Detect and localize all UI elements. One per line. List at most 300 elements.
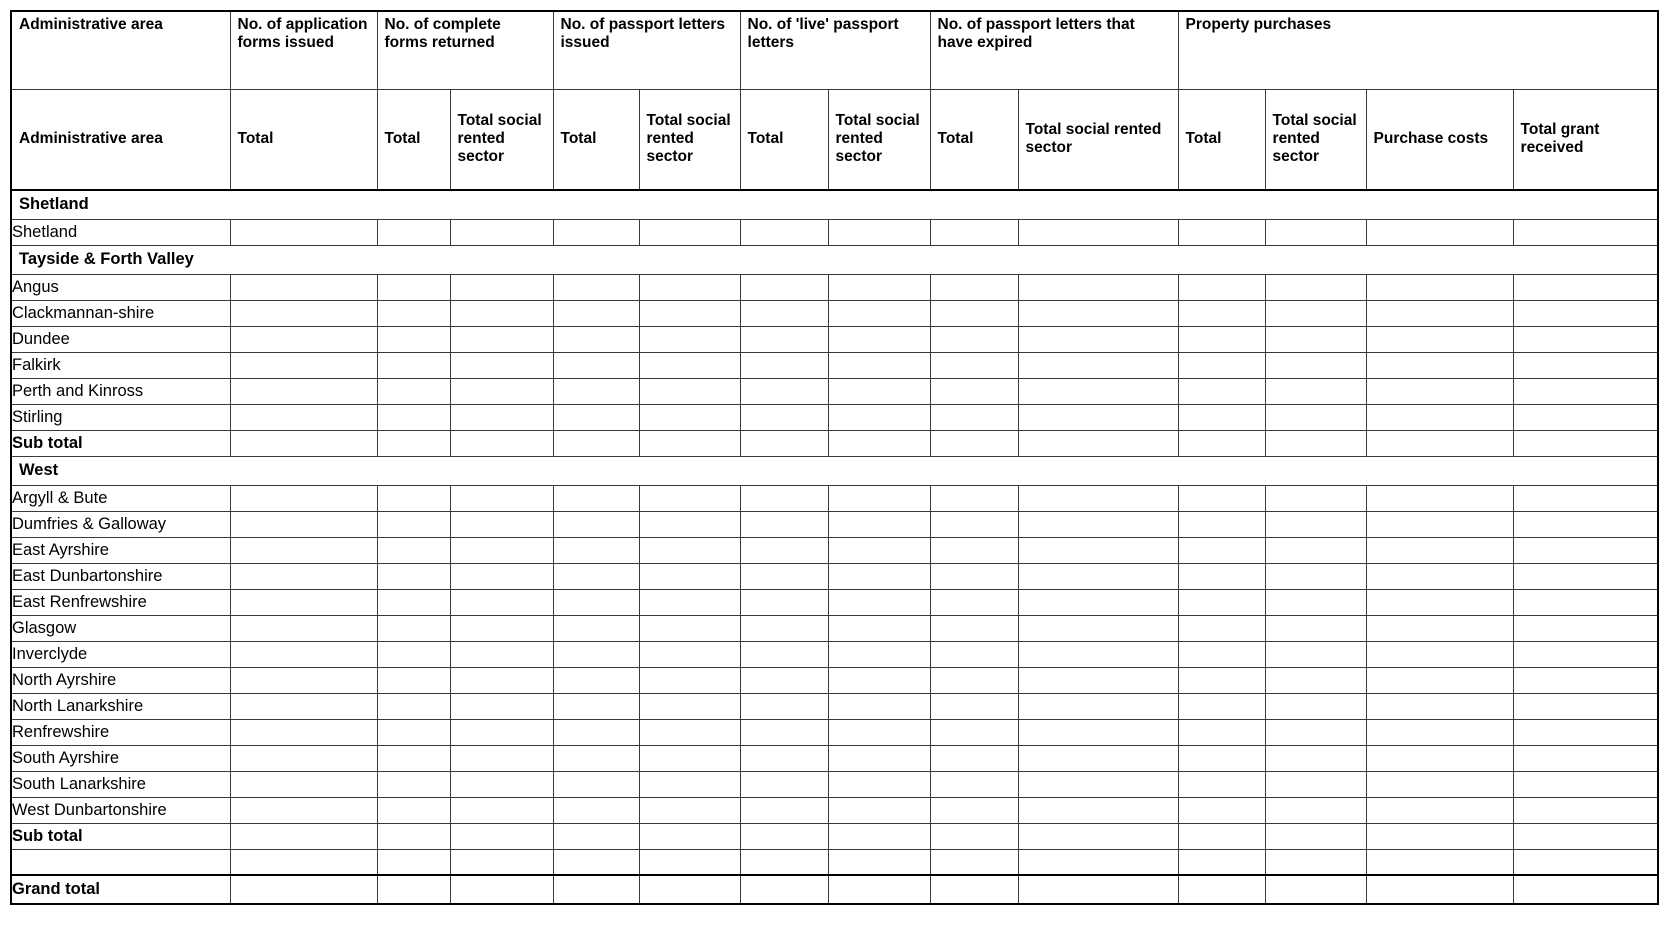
data-entry-cell[interactable] xyxy=(1265,642,1366,668)
data-entry-cell[interactable] xyxy=(377,720,450,746)
data-entry-cell[interactable] xyxy=(450,220,553,246)
data-entry-cell[interactable] xyxy=(1265,301,1366,327)
data-entry-cell[interactable] xyxy=(828,486,930,512)
data-entry-cell[interactable] xyxy=(230,642,377,668)
data-entry-cell[interactable] xyxy=(828,327,930,353)
data-entry-cell[interactable] xyxy=(1178,642,1265,668)
data-entry-cell[interactable] xyxy=(450,642,553,668)
data-entry-cell[interactable] xyxy=(828,564,930,590)
data-entry-cell[interactable] xyxy=(230,694,377,720)
data-entry-cell[interactable] xyxy=(377,564,450,590)
data-entry-cell[interactable] xyxy=(1018,616,1178,642)
data-entry-cell[interactable] xyxy=(230,486,377,512)
data-entry-cell[interactable] xyxy=(1178,616,1265,642)
data-entry-cell[interactable] xyxy=(639,564,740,590)
data-entry-cell[interactable] xyxy=(1178,746,1265,772)
data-entry-cell[interactable] xyxy=(1018,512,1178,538)
data-entry-cell[interactable] xyxy=(1366,353,1513,379)
data-entry-cell[interactable] xyxy=(828,798,930,824)
data-entry-cell[interactable] xyxy=(553,850,639,876)
data-entry-cell[interactable] xyxy=(230,590,377,616)
data-entry-cell[interactable] xyxy=(450,301,553,327)
data-entry-cell[interactable] xyxy=(930,590,1018,616)
data-entry-cell[interactable] xyxy=(1513,694,1658,720)
data-entry-cell[interactable] xyxy=(230,353,377,379)
data-entry-cell[interactable] xyxy=(1513,405,1658,431)
data-entry-cell[interactable] xyxy=(828,512,930,538)
data-entry-cell[interactable] xyxy=(553,538,639,564)
data-entry-cell[interactable] xyxy=(1178,431,1265,457)
data-entry-cell[interactable] xyxy=(828,746,930,772)
data-entry-cell[interactable] xyxy=(1366,642,1513,668)
data-entry-cell[interactable] xyxy=(740,824,828,850)
data-entry-cell[interactable] xyxy=(553,772,639,798)
data-entry-cell[interactable] xyxy=(230,220,377,246)
data-entry-cell[interactable] xyxy=(1513,353,1658,379)
data-entry-cell[interactable] xyxy=(377,538,450,564)
data-entry-cell[interactable] xyxy=(1366,486,1513,512)
data-entry-cell[interactable] xyxy=(1513,772,1658,798)
data-entry-cell[interactable] xyxy=(1178,327,1265,353)
data-entry-cell[interactable] xyxy=(740,564,828,590)
data-entry-cell[interactable] xyxy=(1178,850,1265,876)
data-entry-cell[interactable] xyxy=(1366,720,1513,746)
data-entry-cell[interactable] xyxy=(639,668,740,694)
data-entry-cell[interactable] xyxy=(1366,301,1513,327)
data-entry-cell[interactable] xyxy=(450,379,553,405)
data-entry-cell[interactable] xyxy=(450,668,553,694)
data-entry-cell[interactable] xyxy=(828,590,930,616)
data-entry-cell[interactable] xyxy=(377,668,450,694)
data-entry-cell[interactable] xyxy=(740,642,828,668)
data-entry-cell[interactable] xyxy=(1178,353,1265,379)
data-entry-cell[interactable] xyxy=(639,431,740,457)
data-entry-cell[interactable] xyxy=(1513,824,1658,850)
data-entry-cell[interactable] xyxy=(740,353,828,379)
data-entry-cell[interactable] xyxy=(740,746,828,772)
data-entry-cell[interactable] xyxy=(828,379,930,405)
data-entry-cell[interactable] xyxy=(930,379,1018,405)
data-entry-cell[interactable] xyxy=(740,405,828,431)
data-entry-cell[interactable] xyxy=(553,275,639,301)
data-entry-cell[interactable] xyxy=(828,720,930,746)
data-entry-cell[interactable] xyxy=(930,642,1018,668)
data-entry-cell[interactable] xyxy=(1513,875,1658,904)
data-entry-cell[interactable] xyxy=(828,694,930,720)
data-entry-cell[interactable] xyxy=(450,275,553,301)
data-entry-cell[interactable] xyxy=(1366,431,1513,457)
data-entry-cell[interactable] xyxy=(1178,538,1265,564)
data-entry-cell[interactable] xyxy=(553,668,639,694)
data-entry-cell[interactable] xyxy=(450,746,553,772)
data-entry-cell[interactable] xyxy=(377,220,450,246)
data-entry-cell[interactable] xyxy=(1265,275,1366,301)
data-entry-cell[interactable] xyxy=(639,512,740,538)
data-entry-cell[interactable] xyxy=(553,616,639,642)
data-entry-cell[interactable] xyxy=(1366,798,1513,824)
data-entry-cell[interactable] xyxy=(450,431,553,457)
data-entry-cell[interactable] xyxy=(639,694,740,720)
data-entry-cell[interactable] xyxy=(1265,512,1366,538)
data-entry-cell[interactable] xyxy=(639,275,740,301)
data-entry-cell[interactable] xyxy=(639,486,740,512)
data-entry-cell[interactable] xyxy=(740,694,828,720)
data-entry-cell[interactable] xyxy=(377,405,450,431)
data-entry-cell[interactable] xyxy=(553,694,639,720)
data-entry-cell[interactable] xyxy=(740,275,828,301)
data-entry-cell[interactable] xyxy=(639,642,740,668)
data-entry-cell[interactable] xyxy=(553,486,639,512)
data-entry-cell[interactable] xyxy=(1178,824,1265,850)
data-entry-cell[interactable] xyxy=(450,538,553,564)
data-entry-cell[interactable] xyxy=(1178,798,1265,824)
data-entry-cell[interactable] xyxy=(1018,327,1178,353)
data-entry-cell[interactable] xyxy=(1178,564,1265,590)
data-entry-cell[interactable] xyxy=(1366,616,1513,642)
data-entry-cell[interactable] xyxy=(930,431,1018,457)
data-entry-cell[interactable] xyxy=(230,327,377,353)
data-entry-cell[interactable] xyxy=(1513,486,1658,512)
data-entry-cell[interactable] xyxy=(377,616,450,642)
data-entry-cell[interactable] xyxy=(377,850,450,876)
data-entry-cell[interactable] xyxy=(740,220,828,246)
data-entry-cell[interactable] xyxy=(1265,824,1366,850)
data-entry-cell[interactable] xyxy=(1513,642,1658,668)
data-entry-cell[interactable] xyxy=(1178,220,1265,246)
data-entry-cell[interactable] xyxy=(450,850,553,876)
data-entry-cell[interactable] xyxy=(553,720,639,746)
data-entry-cell[interactable] xyxy=(1265,875,1366,904)
data-entry-cell[interactable] xyxy=(740,668,828,694)
data-entry-cell[interactable] xyxy=(930,616,1018,642)
data-entry-cell[interactable] xyxy=(930,512,1018,538)
data-entry-cell[interactable] xyxy=(1513,564,1658,590)
data-entry-cell[interactable] xyxy=(1178,875,1265,904)
data-entry-cell[interactable] xyxy=(553,327,639,353)
data-entry-cell[interactable] xyxy=(1018,275,1178,301)
data-entry-cell[interactable] xyxy=(639,405,740,431)
data-entry-cell[interactable] xyxy=(1018,353,1178,379)
data-entry-cell[interactable] xyxy=(828,220,930,246)
data-entry-cell[interactable] xyxy=(1513,275,1658,301)
data-entry-cell[interactable] xyxy=(828,850,930,876)
data-entry-cell[interactable] xyxy=(828,353,930,379)
data-entry-cell[interactable] xyxy=(740,379,828,405)
data-entry-cell[interactable] xyxy=(1513,538,1658,564)
data-entry-cell[interactable] xyxy=(828,875,930,904)
data-entry-cell[interactable] xyxy=(230,301,377,327)
data-entry-cell[interactable] xyxy=(230,720,377,746)
data-entry-cell[interactable] xyxy=(1265,668,1366,694)
data-entry-cell[interactable] xyxy=(930,824,1018,850)
data-entry-cell[interactable] xyxy=(553,379,639,405)
data-entry-cell[interactable] xyxy=(377,824,450,850)
data-entry-cell[interactable] xyxy=(1366,379,1513,405)
data-entry-cell[interactable] xyxy=(553,220,639,246)
data-entry-cell[interactable] xyxy=(930,405,1018,431)
data-entry-cell[interactable] xyxy=(828,275,930,301)
data-entry-cell[interactable] xyxy=(930,275,1018,301)
data-entry-cell[interactable] xyxy=(740,616,828,642)
data-entry-cell[interactable] xyxy=(930,746,1018,772)
data-entry-cell[interactable] xyxy=(639,746,740,772)
data-entry-cell[interactable] xyxy=(450,616,553,642)
data-entry-cell[interactable] xyxy=(1265,379,1366,405)
data-entry-cell[interactable] xyxy=(450,590,553,616)
data-entry-cell[interactable] xyxy=(230,564,377,590)
data-entry-cell[interactable] xyxy=(1265,431,1366,457)
data-entry-cell[interactable] xyxy=(930,564,1018,590)
data-entry-cell[interactable] xyxy=(377,772,450,798)
data-entry-cell[interactable] xyxy=(1018,772,1178,798)
data-entry-cell[interactable] xyxy=(553,431,639,457)
data-entry-cell[interactable] xyxy=(740,798,828,824)
data-entry-cell[interactable] xyxy=(639,590,740,616)
data-entry-cell[interactable] xyxy=(1513,301,1658,327)
data-entry-cell[interactable] xyxy=(1018,850,1178,876)
data-entry-cell[interactable] xyxy=(1265,590,1366,616)
data-entry-cell[interactable] xyxy=(930,220,1018,246)
data-entry-cell[interactable] xyxy=(1265,220,1366,246)
data-entry-cell[interactable] xyxy=(230,512,377,538)
data-entry-cell[interactable] xyxy=(553,512,639,538)
data-entry-cell[interactable] xyxy=(639,220,740,246)
data-entry-cell[interactable] xyxy=(230,850,377,876)
data-entry-cell[interactable] xyxy=(377,301,450,327)
data-entry-cell[interactable] xyxy=(1018,564,1178,590)
data-entry-cell[interactable] xyxy=(1513,431,1658,457)
data-entry-cell[interactable] xyxy=(1178,275,1265,301)
data-entry-cell[interactable] xyxy=(377,875,450,904)
data-entry-cell[interactable] xyxy=(639,301,740,327)
data-entry-cell[interactable] xyxy=(1366,875,1513,904)
data-entry-cell[interactable] xyxy=(828,431,930,457)
data-entry-cell[interactable] xyxy=(1265,616,1366,642)
data-entry-cell[interactable] xyxy=(230,538,377,564)
data-entry-cell[interactable] xyxy=(828,616,930,642)
data-entry-cell[interactable] xyxy=(1018,486,1178,512)
data-entry-cell[interactable] xyxy=(828,405,930,431)
data-entry-cell[interactable] xyxy=(1265,486,1366,512)
data-entry-cell[interactable] xyxy=(1178,512,1265,538)
data-entry-cell[interactable] xyxy=(1366,694,1513,720)
data-entry-cell[interactable] xyxy=(230,405,377,431)
data-entry-cell[interactable] xyxy=(1018,405,1178,431)
data-entry-cell[interactable] xyxy=(1018,642,1178,668)
data-entry-cell[interactable] xyxy=(1178,720,1265,746)
data-entry-cell[interactable] xyxy=(639,327,740,353)
data-entry-cell[interactable] xyxy=(828,642,930,668)
data-entry-cell[interactable] xyxy=(1178,590,1265,616)
data-entry-cell[interactable] xyxy=(377,431,450,457)
data-entry-cell[interactable] xyxy=(553,824,639,850)
data-entry-cell[interactable] xyxy=(930,486,1018,512)
data-entry-cell[interactable] xyxy=(377,642,450,668)
data-entry-cell[interactable] xyxy=(1513,798,1658,824)
data-entry-cell[interactable] xyxy=(930,301,1018,327)
data-entry-cell[interactable] xyxy=(230,875,377,904)
data-entry-cell[interactable] xyxy=(1366,746,1513,772)
data-entry-cell[interactable] xyxy=(1265,772,1366,798)
data-entry-cell[interactable] xyxy=(553,746,639,772)
data-entry-cell[interactable] xyxy=(1366,564,1513,590)
data-entry-cell[interactable] xyxy=(740,720,828,746)
data-entry-cell[interactable] xyxy=(639,850,740,876)
data-entry-cell[interactable] xyxy=(740,850,828,876)
data-entry-cell[interactable] xyxy=(1265,746,1366,772)
data-entry-cell[interactable] xyxy=(1366,850,1513,876)
data-entry-cell[interactable] xyxy=(1178,405,1265,431)
data-entry-cell[interactable] xyxy=(1265,850,1366,876)
data-entry-cell[interactable] xyxy=(553,301,639,327)
data-entry-cell[interactable] xyxy=(740,301,828,327)
data-entry-cell[interactable] xyxy=(1513,746,1658,772)
data-entry-cell[interactable] xyxy=(377,327,450,353)
data-entry-cell[interactable] xyxy=(1513,379,1658,405)
data-entry-cell[interactable] xyxy=(1018,720,1178,746)
data-entry-cell[interactable] xyxy=(828,824,930,850)
data-entry-cell[interactable] xyxy=(639,720,740,746)
data-entry-cell[interactable] xyxy=(1513,512,1658,538)
data-entry-cell[interactable] xyxy=(1018,746,1178,772)
data-entry-cell[interactable] xyxy=(377,486,450,512)
data-entry-cell[interactable] xyxy=(1018,798,1178,824)
data-entry-cell[interactable] xyxy=(230,668,377,694)
data-entry-cell[interactable] xyxy=(740,772,828,798)
data-entry-cell[interactable] xyxy=(930,353,1018,379)
data-entry-cell[interactable] xyxy=(450,327,553,353)
data-entry-cell[interactable] xyxy=(230,824,377,850)
data-entry-cell[interactable] xyxy=(1265,798,1366,824)
data-entry-cell[interactable] xyxy=(450,353,553,379)
data-entry-cell[interactable] xyxy=(740,590,828,616)
data-entry-cell[interactable] xyxy=(930,798,1018,824)
data-entry-cell[interactable] xyxy=(450,486,553,512)
data-entry-cell[interactable] xyxy=(930,668,1018,694)
data-entry-cell[interactable] xyxy=(740,538,828,564)
data-entry-cell[interactable] xyxy=(1018,379,1178,405)
data-entry-cell[interactable] xyxy=(1366,512,1513,538)
data-entry-cell[interactable] xyxy=(230,772,377,798)
data-entry-cell[interactable] xyxy=(1018,824,1178,850)
data-entry-cell[interactable] xyxy=(639,353,740,379)
data-entry-cell[interactable] xyxy=(740,512,828,538)
data-entry-cell[interactable] xyxy=(553,590,639,616)
data-entry-cell[interactable] xyxy=(930,772,1018,798)
data-entry-cell[interactable] xyxy=(377,590,450,616)
data-entry-cell[interactable] xyxy=(1366,824,1513,850)
data-entry-cell[interactable] xyxy=(1018,431,1178,457)
data-entry-cell[interactable] xyxy=(828,538,930,564)
data-entry-cell[interactable] xyxy=(450,824,553,850)
data-entry-cell[interactable] xyxy=(1513,850,1658,876)
data-entry-cell[interactable] xyxy=(639,379,740,405)
data-entry-cell[interactable] xyxy=(1366,327,1513,353)
data-entry-cell[interactable] xyxy=(230,431,377,457)
data-entry-cell[interactable] xyxy=(1018,301,1178,327)
data-entry-cell[interactable] xyxy=(828,668,930,694)
data-entry-cell[interactable] xyxy=(377,275,450,301)
data-entry-cell[interactable] xyxy=(377,379,450,405)
data-entry-cell[interactable] xyxy=(828,772,930,798)
data-entry-cell[interactable] xyxy=(1265,405,1366,431)
data-entry-cell[interactable] xyxy=(930,850,1018,876)
data-entry-cell[interactable] xyxy=(1018,668,1178,694)
data-entry-cell[interactable] xyxy=(1265,564,1366,590)
data-entry-cell[interactable] xyxy=(639,875,740,904)
data-entry-cell[interactable] xyxy=(1265,327,1366,353)
data-entry-cell[interactable] xyxy=(1513,720,1658,746)
data-entry-cell[interactable] xyxy=(639,616,740,642)
data-entry-cell[interactable] xyxy=(450,875,553,904)
data-entry-cell[interactable] xyxy=(1018,538,1178,564)
data-entry-cell[interactable] xyxy=(740,327,828,353)
data-entry-cell[interactable] xyxy=(450,512,553,538)
data-entry-cell[interactable] xyxy=(1178,486,1265,512)
data-entry-cell[interactable] xyxy=(1178,379,1265,405)
data-entry-cell[interactable] xyxy=(1018,694,1178,720)
data-entry-cell[interactable] xyxy=(553,642,639,668)
data-entry-cell[interactable] xyxy=(1178,772,1265,798)
data-entry-cell[interactable] xyxy=(1513,668,1658,694)
data-entry-cell[interactable] xyxy=(377,798,450,824)
data-entry-cell[interactable] xyxy=(377,512,450,538)
data-entry-cell[interactable] xyxy=(639,798,740,824)
data-entry-cell[interactable] xyxy=(1366,590,1513,616)
data-entry-cell[interactable] xyxy=(1366,538,1513,564)
data-entry-cell[interactable] xyxy=(230,746,377,772)
data-entry-cell[interactable] xyxy=(450,405,553,431)
data-entry-cell[interactable] xyxy=(553,405,639,431)
data-entry-cell[interactable] xyxy=(1265,353,1366,379)
data-entry-cell[interactable] xyxy=(553,798,639,824)
data-entry-cell[interactable] xyxy=(553,564,639,590)
data-entry-cell[interactable] xyxy=(450,798,553,824)
data-entry-cell[interactable] xyxy=(1265,720,1366,746)
data-entry-cell[interactable] xyxy=(1018,220,1178,246)
data-entry-cell[interactable] xyxy=(450,772,553,798)
data-entry-cell[interactable] xyxy=(1178,668,1265,694)
data-entry-cell[interactable] xyxy=(553,875,639,904)
data-entry-cell[interactable] xyxy=(1513,616,1658,642)
data-entry-cell[interactable] xyxy=(450,720,553,746)
data-entry-cell[interactable] xyxy=(930,694,1018,720)
data-entry-cell[interactable] xyxy=(230,379,377,405)
data-entry-cell[interactable] xyxy=(740,875,828,904)
data-entry-cell[interactable] xyxy=(1513,220,1658,246)
data-entry-cell[interactable] xyxy=(930,538,1018,564)
data-entry-cell[interactable] xyxy=(1178,301,1265,327)
data-entry-cell[interactable] xyxy=(1513,590,1658,616)
data-entry-cell[interactable] xyxy=(1366,405,1513,431)
data-entry-cell[interactable] xyxy=(230,798,377,824)
data-entry-cell[interactable] xyxy=(553,353,639,379)
data-entry-cell[interactable] xyxy=(740,486,828,512)
data-entry-cell[interactable] xyxy=(1366,220,1513,246)
data-entry-cell[interactable] xyxy=(1178,694,1265,720)
data-entry-cell[interactable] xyxy=(1513,327,1658,353)
data-entry-cell[interactable] xyxy=(230,616,377,642)
data-entry-cell[interactable] xyxy=(1366,772,1513,798)
data-entry-cell[interactable] xyxy=(930,720,1018,746)
data-entry-cell[interactable] xyxy=(639,538,740,564)
data-entry-cell[interactable] xyxy=(1366,668,1513,694)
data-entry-cell[interactable] xyxy=(930,875,1018,904)
data-entry-cell[interactable] xyxy=(377,746,450,772)
data-entry-cell[interactable] xyxy=(1018,590,1178,616)
data-entry-cell[interactable] xyxy=(377,694,450,720)
data-entry-cell[interactable] xyxy=(740,431,828,457)
